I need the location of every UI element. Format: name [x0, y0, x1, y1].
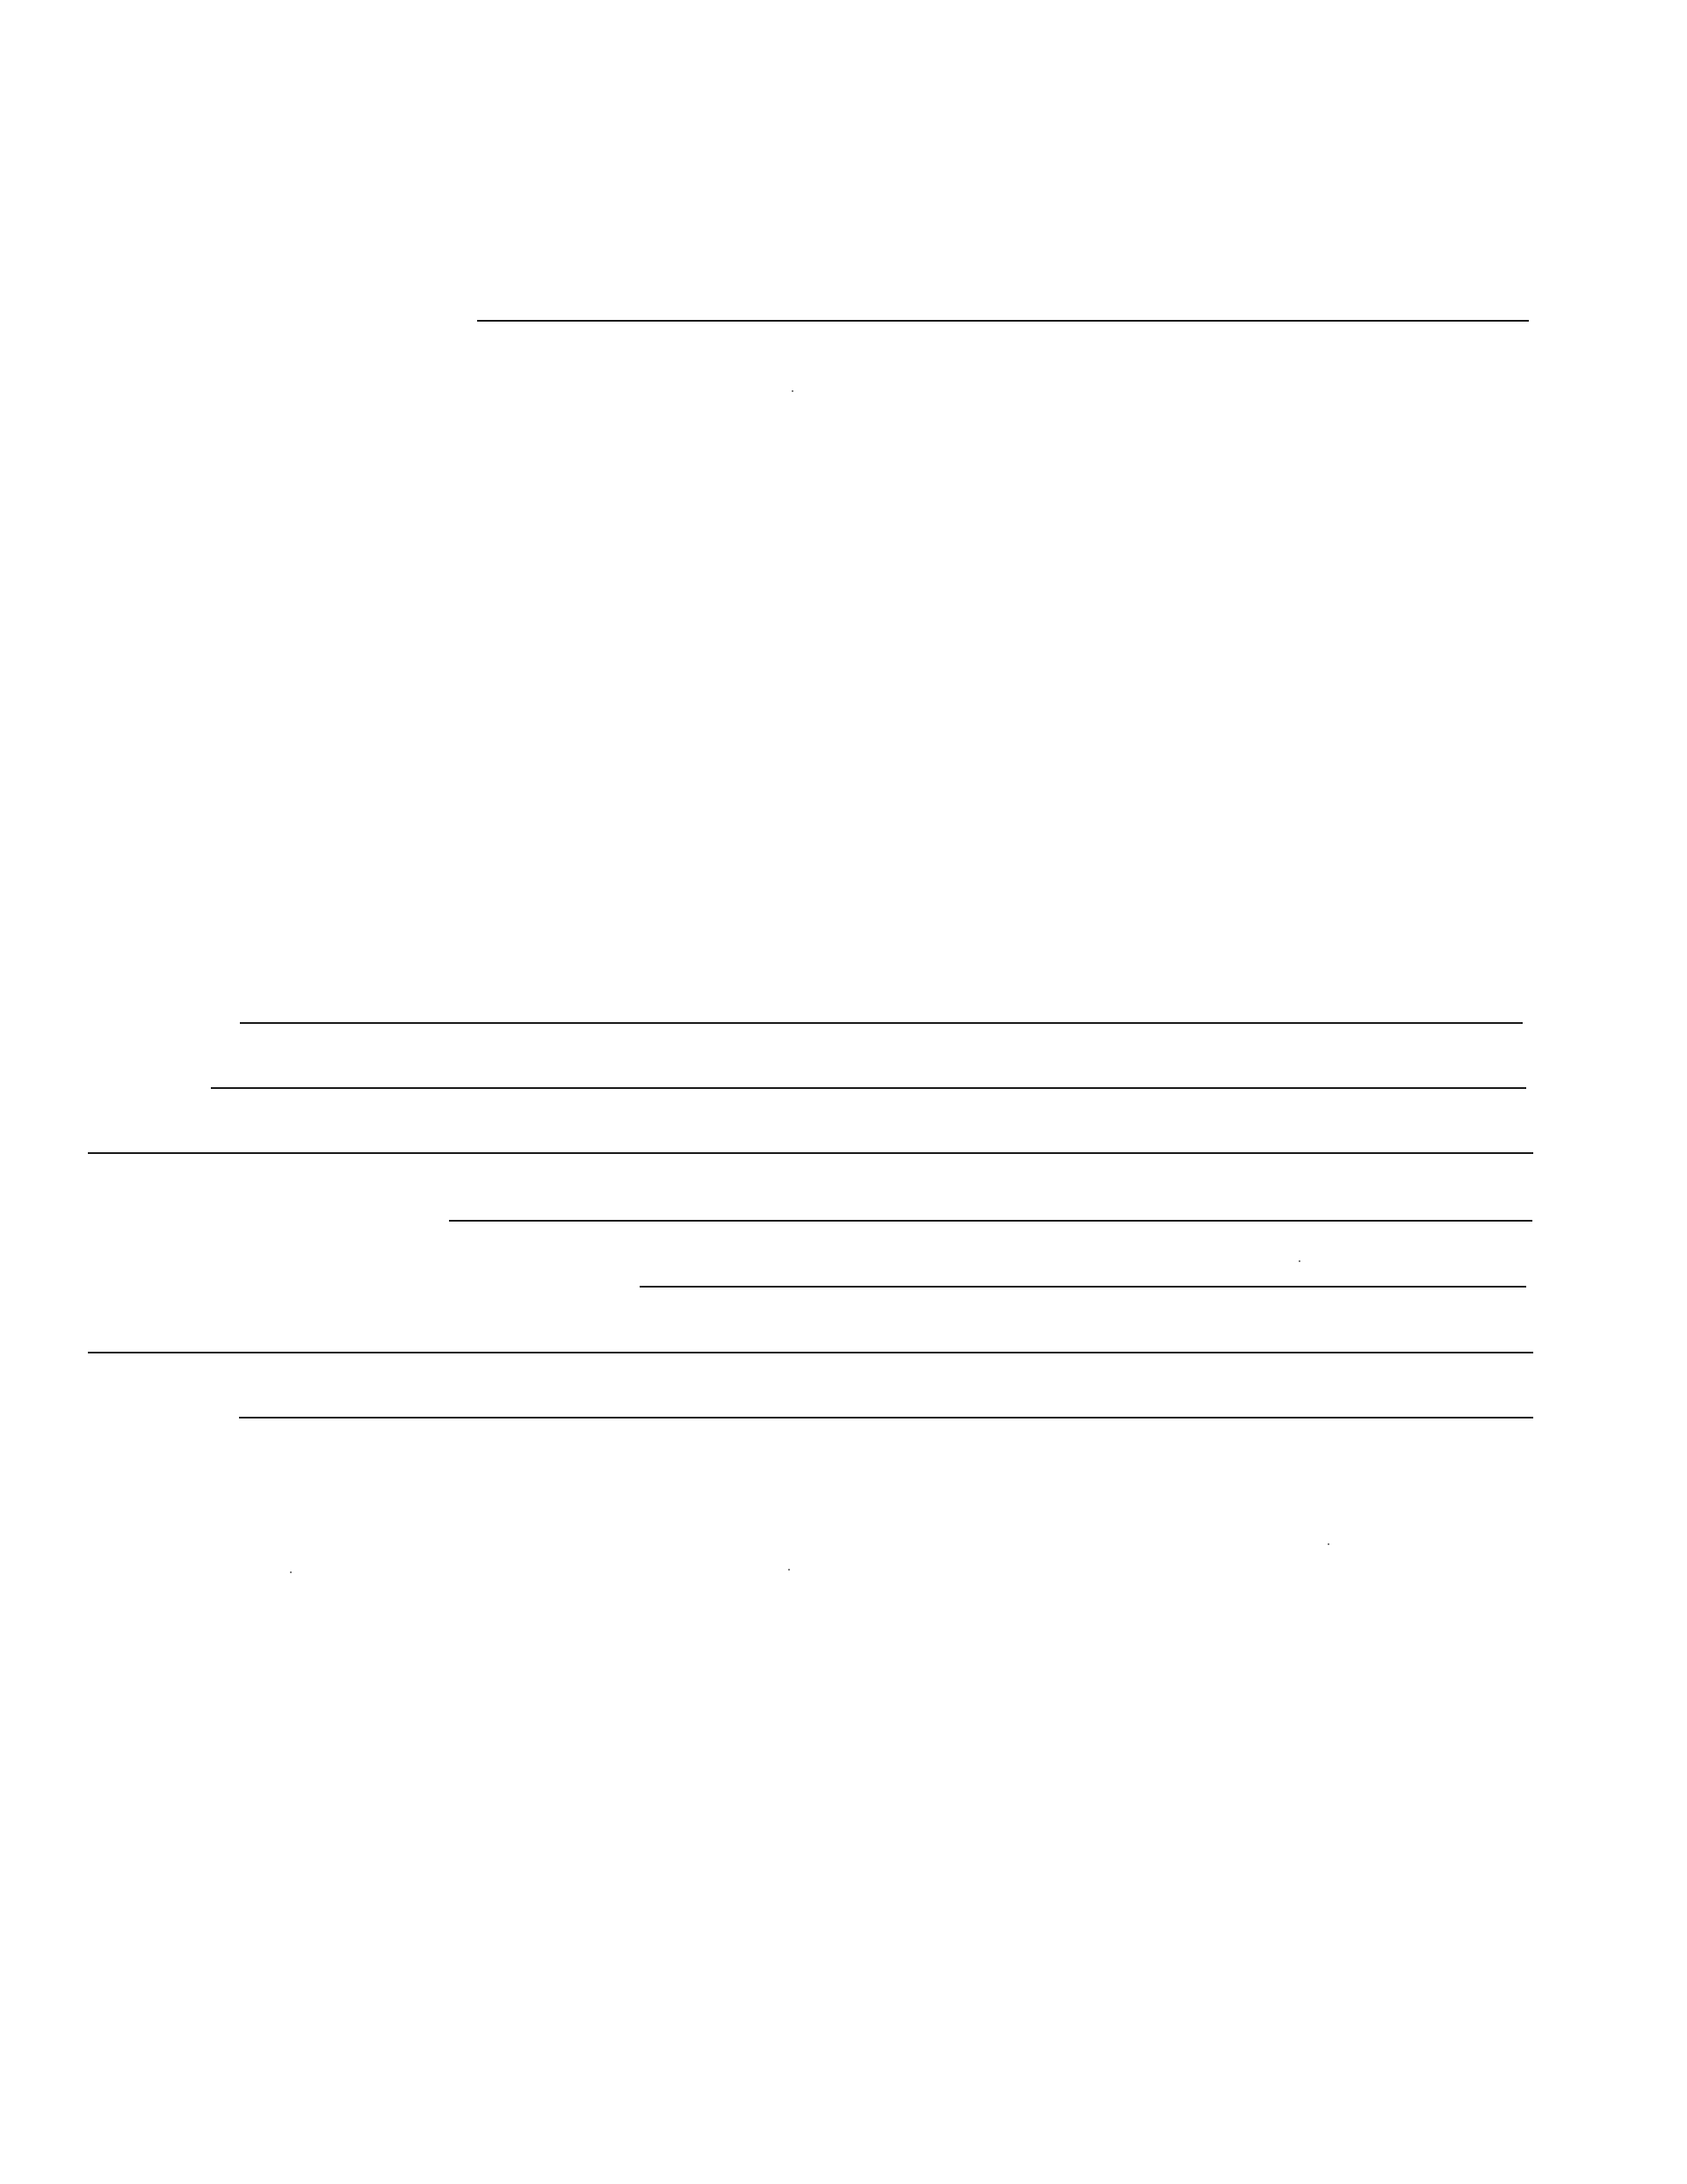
address-underline-2 — [88, 1152, 1533, 1154]
scan-speck — [290, 1571, 292, 1573]
scan-speck — [1299, 1260, 1300, 1262]
length-at-address-field[interactable] — [451, 1188, 1533, 1220]
full-name-field[interactable] — [242, 990, 1524, 1022]
address-underline-1 — [211, 1087, 1526, 1089]
birth-date-underline — [239, 1417, 1533, 1419]
full-name-underline — [240, 1022, 1523, 1024]
previous-address-field-2[interactable] — [90, 1320, 1534, 1352]
completer-name-field[interactable] — [479, 288, 1528, 320]
address-field-1[interactable] — [213, 1056, 1527, 1087]
scan-speck — [1328, 1543, 1329, 1545]
scan-speck — [788, 1569, 790, 1571]
completer-underline — [477, 320, 1529, 322]
length-at-address-underline — [449, 1220, 1532, 1222]
previous-address-field-1[interactable] — [641, 1254, 1527, 1286]
previous-address-underline-1 — [640, 1286, 1526, 1288]
scan-speck — [792, 390, 793, 392]
previous-address-underline-2 — [88, 1352, 1533, 1353]
birth-date-field[interactable] — [241, 1385, 1534, 1417]
address-field-2[interactable] — [90, 1121, 1534, 1152]
